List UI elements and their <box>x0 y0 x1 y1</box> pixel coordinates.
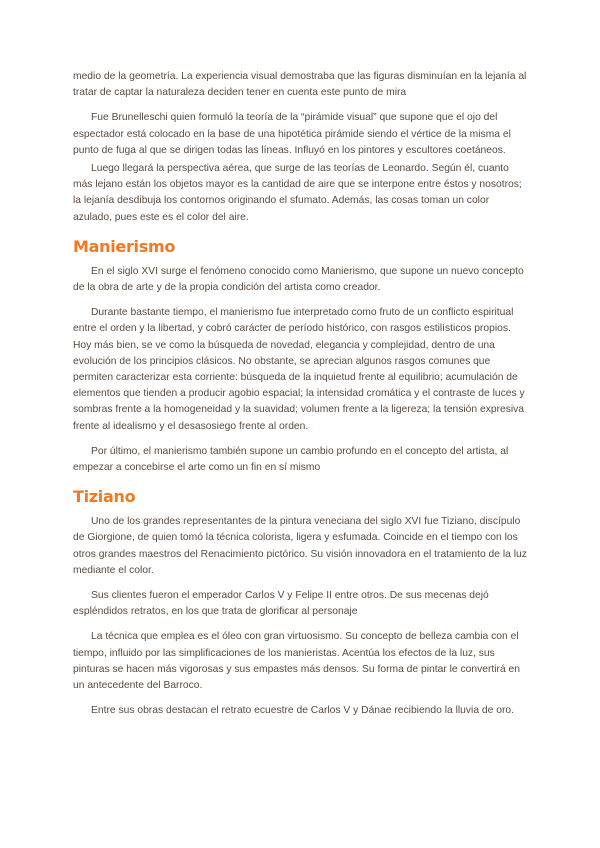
paragraph-tiziano-technique: La técnica que emplea es el óleo con gran virtuosismo. Su concepto de belleza cambia con el tiempo, influido por las simplificaciones de los manieristas. Acentúa los efectos de la luz, sus pinturas se hacen más vigorosas y sus empastes más densos. Su forma de pintar le convertirá en un antecedente del Barroco. <box>73 631 520 692</box>
heading-tiziano: Tiziano <box>73 487 136 507</box>
paragraph-tiziano-clients: Sus clientes fueron el emperador Carlos V y Felipe II entre otros. De sus mecenas dejó espléndidos retratos, en los que trata de glorificar al personaje <box>73 590 489 618</box>
paragraph-aerial-perspective: Luego llegará la perspectiva aérea, que surge de las teorías de Leonardo. Según él, cuanto más lejano están los objetos mayor es la cantidad de aire que se interpone entre éstos y nosotros; la lejanía desdibuja los contornos originando el sfumato. Además, las cosas toman un color azulado, pues este es el color del aire. <box>73 163 522 223</box>
paragraph-brunelleschi: Fue Brunelleschi quien formuló la teoría de la “pirámide visual” que supone que el ojo del espectador está colocado en la base de una hipotética pirámide siendo el vértice de la misma el punto de fuga al que se dirigen todas las líneas. Influyó en los pintores y escultores coetáneos. <box>73 112 511 156</box>
paragraph-tiziano-intro: Uno de los grandes representantes de la pintura veneciana del siglo XVI fue Tiziano, discípulo de Giorgione, de quien tomó la técnica colorista, ligera y esfumada. Coincide en el tiempo con los otros grandes maestros del Renacimiento pictórico. Su visión innovadora en el tratamiento de la luz mediante el color. <box>73 516 527 576</box>
paragraph-manierismo-intro: En el siglo XVI surge el fenómeno conocido como Manierismo, que supone un nuevo concepto de la obra de arte y de la propia condición del artista como creador. <box>73 265 524 294</box>
paragraph-manierismo-artist: Por último, el manierismo también supone un cambio profundo en el concepto del artista, al empezar a concebirse el arte como un fin en sí mismo <box>73 445 509 474</box>
document-page <box>73 69 530 720</box>
paragraph-manierismo-interpretation: Durante bastante tiempo, el manierismo fue interpretado como fruto de un conflicto espiritual entre el orden y la libertad, y cobró carácter de período histórico, con rasgos estilísticos propios. Hoy más bien, se ve como la búsqueda de novedad, elegancia y complejidad, dentro de una evolución de los principios clásicos. No obstante, se aprecian algunos rasgos comunes que permiten caracterizar esta corriente: búsqueda de la inquietud frente al equilibrio; acumulación de elementos que tienden a producir agobio espacial; la intensidad cromática y el contraste de luces y sombras frente a la homogeneidad y la suavidad; volumen frente a la ligereza; la tensión expresiva frente al idealismo y el desasosiego frente al orden. <box>73 307 525 432</box>
paragraph-tiziano-works: Entre sus obras destacan el retrato ecuestre de Carlos V y Dánae recibiendo la lluvia de oro. <box>91 705 514 717</box>
paragraph-geometry: medio de la geometría. La experiencia visual demostraba que las figuras disminuían en la lejanía al tratar de captar la naturaleza deciden tener en cuenta este punto de mira <box>73 71 527 99</box>
heading-manierismo: Manierismo <box>73 236 176 256</box>
